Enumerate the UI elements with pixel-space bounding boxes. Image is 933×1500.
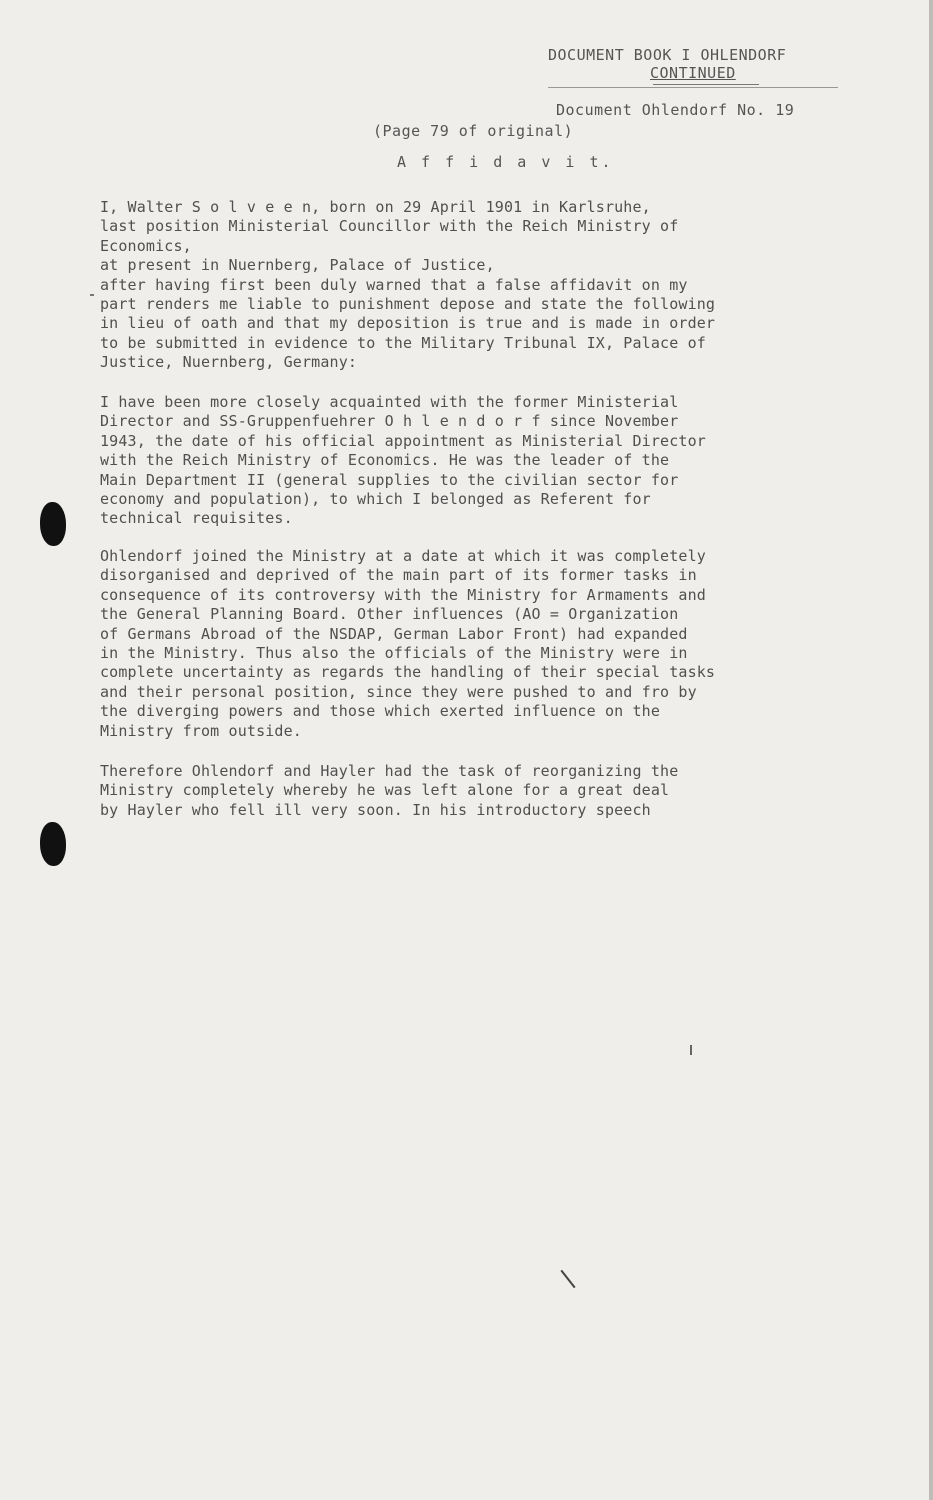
page-reference: (Page 79 of original) [373,122,574,140]
page-edge [929,0,933,1500]
text-line: the diverging powers and those which exerted influence on the [100,702,661,721]
paragraph-acquaintance [100,393,890,529]
text-line: technical requisites. [100,509,293,528]
text-line: part renders me liable to punishment depose and state the following [100,295,716,314]
text-line: at present in Nuernberg, Palace of Justice, [100,256,495,275]
text-line: consequence of its controversy with the Ministry for Armaments and [100,585,706,604]
text-line: Ministry from outside. [100,721,302,740]
paragraph-declaration [100,198,890,373]
punch-hole [40,822,66,866]
affidavit-title: A f f i d a v i t. [397,153,614,171]
punch-hole [40,502,66,546]
text-line: last position Ministerial Councillor with the Reich Ministry of [100,217,679,236]
text-line: in lieu of oath and that my deposition is true and is made in order [100,314,716,333]
text-line: with the Reich Ministry of Economics. He was the leader of the [100,451,670,470]
text-line: to be submitted in evidence to the Military Tribunal IX, Palace of [100,333,706,352]
text-line: Ohlendorf joined the Ministry at a date at which it was completely [100,547,706,565]
text-line: Economics, [100,236,192,255]
text-line: Therefore Ohlendorf and Hayler had the task of reorganizing the [100,762,679,780]
paragraph-reorganization [100,762,890,820]
document-book-title: DOCUMENT BOOK I OHLENDORF [548,46,787,64]
text-line: Ministry completely whereby he was left alone for a great deal [100,781,670,800]
stray-mark [690,1045,692,1055]
continued-label: CONTINUED [650,64,736,82]
margin-tick [90,294,94,296]
text-line: the General Planning Board. Other influences (AO = Organization [100,605,679,624]
text-line: economy and population), to which I belonged as Referent for [100,490,651,509]
text-line: after having first been duly warned that a false affidavit on my [100,275,688,294]
text-line: I, Walter S o l v e e n, born on 29 April 1901 in Karlsruhe, [100,198,651,216]
stray-mark [560,1270,575,1289]
text-line: I have been more closely acquainted with the former Ministerial [100,393,679,411]
text-line: Justice, Nuernberg, Germany: [100,353,358,372]
text-line: of Germans Abroad of the NSDAP, German Labor Front) had expanded [100,624,688,643]
text-line: and their personal position, since they were pushed to and fro by [100,682,697,701]
text-line: Director and SS-Gruppenfuehrer O h l e n d o r f since November [100,412,679,431]
text-line: Main Department II (general supplies to the civilian sector for [100,470,679,489]
header-rule [548,87,838,88]
document-number: Document Ohlendorf No. 19 [556,101,795,119]
text-line: disorganised and deprived of the main part of its former tasks in [100,566,697,585]
paragraph-ministry-situation [100,547,890,741]
text-line: by Hayler who fell ill very soon. In his introductory speech [100,800,651,819]
text-line: in the Ministry. Thus also the officials of the Ministry were in [100,644,688,663]
text-line: 1943, the date of his official appointment as Ministerial Director [100,431,706,450]
continued-underline [653,84,759,85]
text-line: complete uncertainty as regards the handling of their special tasks [100,663,716,682]
